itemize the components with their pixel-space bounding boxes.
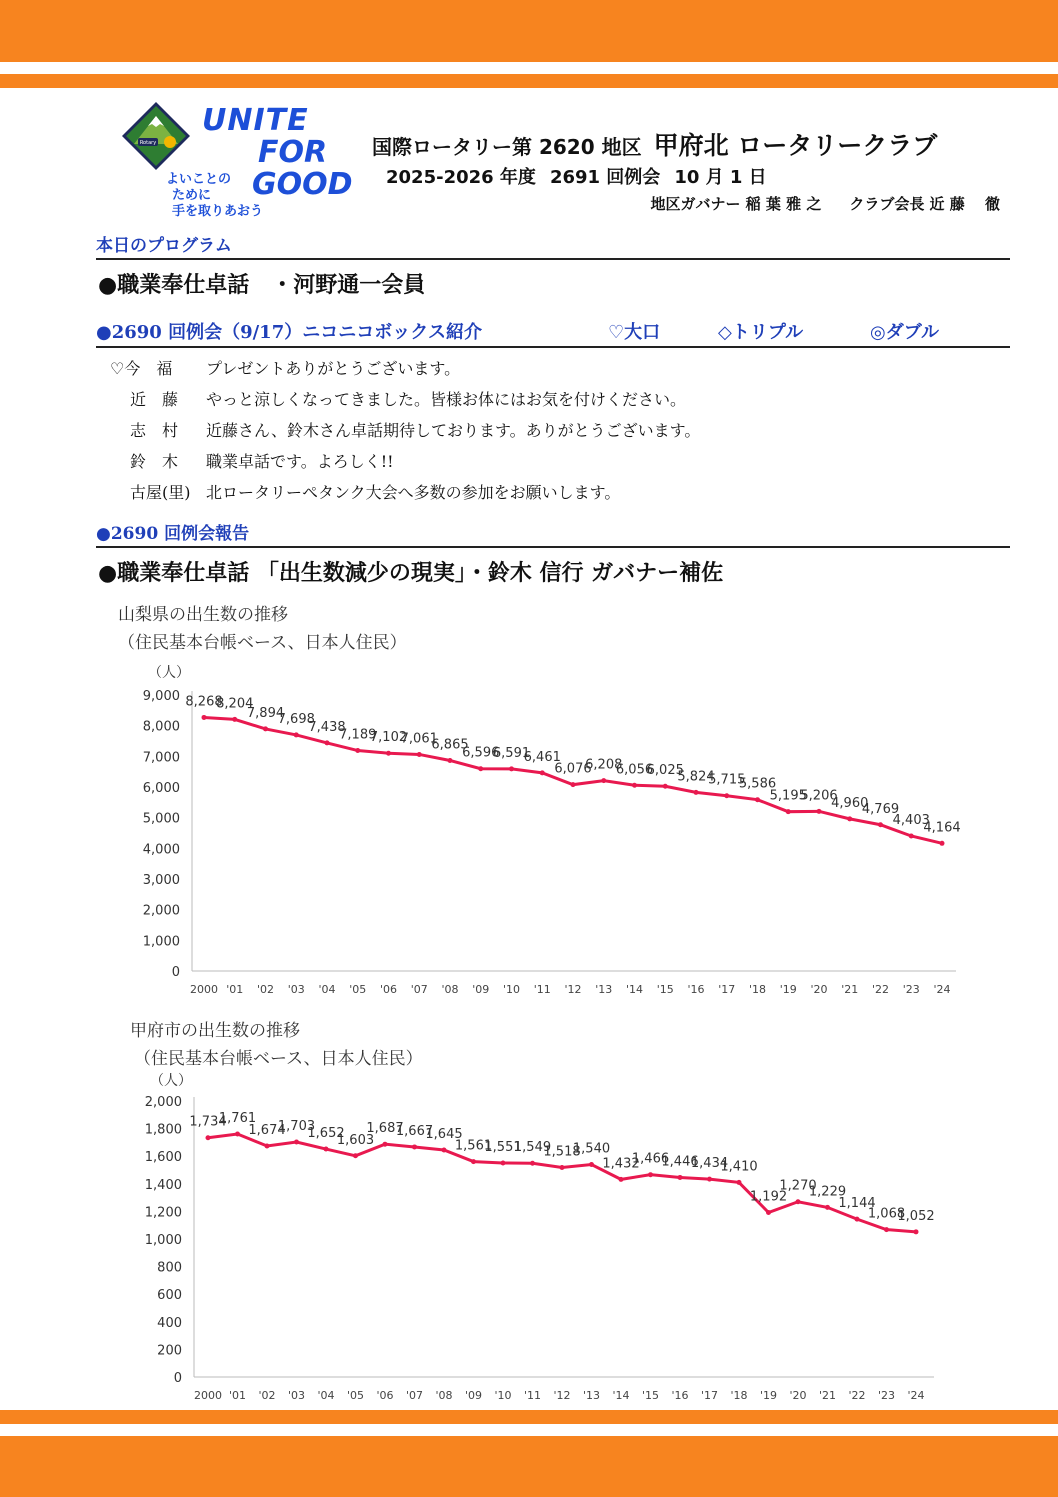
- data-point: [632, 783, 637, 788]
- data-point: [294, 732, 299, 737]
- x-tick-label: '11: [533, 983, 551, 996]
- x-tick-label: '15: [641, 1389, 660, 1402]
- data-label: 5,586: [738, 776, 777, 792]
- top-orange-band: [0, 0, 1058, 62]
- x-tick-label: '17: [700, 1389, 719, 1402]
- data-label: 7,061: [400, 731, 438, 747]
- x-tick-label: '12: [553, 1389, 571, 1402]
- data-label: 1,761: [218, 1110, 257, 1126]
- nikoniko-message: [130, 449, 394, 473]
- x-tick-label: '07: [410, 983, 428, 996]
- data-label: 5,206: [800, 788, 838, 804]
- logo-tagline-1: よいことの: [166, 172, 232, 187]
- x-tick-label: '18: [748, 983, 767, 996]
- data-point: [478, 766, 483, 771]
- fiscal-year: 2025-2026 年度: [386, 167, 536, 188]
- data-label: 6,208: [585, 757, 623, 773]
- data-point: [825, 1205, 830, 1210]
- data-label: 4,403: [892, 812, 930, 828]
- x-tick-label: '09: [472, 983, 490, 996]
- x-tick-label: '10: [502, 983, 521, 996]
- x-tick-label: '20: [789, 1389, 807, 1402]
- data-point: [206, 1135, 211, 1140]
- nikoniko-message: [130, 418, 700, 442]
- y-tick-label: 200: [157, 1343, 182, 1359]
- message-name: 志 村: [130, 421, 179, 440]
- district-governor: 地区ガバナー 稲 葉 雅 之: [650, 195, 822, 213]
- data-point: [560, 1165, 565, 1170]
- y-tick-label: 7,000: [142, 750, 180, 766]
- x-tick-label: '16: [687, 983, 705, 996]
- data-point: [325, 740, 330, 745]
- meeting-number: 2691 回例会: [549, 167, 661, 188]
- data-label: 1,603: [336, 1132, 375, 1148]
- message-text: やっと涼しくなってきました。皆様お体にはお気を付けください。: [206, 390, 687, 409]
- symbol-legend-oguchi: ♡大口: [608, 322, 661, 343]
- data-label: 1,432: [602, 1156, 640, 1172]
- message-name: ♡今 福: [110, 359, 173, 378]
- logo-tagline-2: ために: [172, 188, 212, 203]
- rotary-mountain-badge-icon: [120, 100, 192, 172]
- data-label: 1,652: [307, 1126, 345, 1142]
- data-label: 1,229: [808, 1184, 847, 1200]
- y-tick-label: 5,000: [142, 811, 180, 827]
- data-label: 1,734: [189, 1114, 227, 1130]
- top-orange-stripe: [0, 74, 1058, 88]
- data-point: [796, 1199, 801, 1204]
- x-tick-label: '05: [346, 1389, 365, 1402]
- data-label: 6,865: [431, 737, 469, 753]
- y-tick-label: 0: [173, 1371, 182, 1386]
- header-line-2: [386, 163, 781, 189]
- yamanashi-births-chart: [120, 655, 970, 1003]
- x-tick-label: '01: [226, 983, 244, 996]
- message-name: 古屋(里): [130, 483, 191, 502]
- data-label: 1,667: [395, 1123, 434, 1139]
- x-tick-label: '19: [759, 1389, 778, 1402]
- y-tick-label: 3,000: [142, 873, 180, 888]
- x-tick-label: '22: [871, 983, 890, 996]
- data-point: [847, 816, 852, 821]
- nikoniko-title: ●2690 回例会（9/17）ニコニコボックス紹介: [96, 322, 483, 343]
- message-text: 北ロータリーペタンク大会へ多数の参加をお願いします。: [206, 483, 621, 502]
- x-tick-label: '14: [625, 983, 644, 996]
- badge-rotary-text: Rotary: [139, 140, 157, 146]
- x-tick-label: '12: [564, 983, 582, 996]
- x-tick-label: '08: [435, 1389, 453, 1402]
- data-point: [855, 1217, 860, 1222]
- logo-good: GOOD: [252, 167, 353, 202]
- data-label: 1,068: [867, 1206, 906, 1222]
- unite-for-good-logo: [120, 100, 358, 225]
- y-tick-label: 6,000: [142, 781, 180, 796]
- club-president: クラブ会長 近 藤 徹: [849, 195, 1000, 213]
- data-label: 5,824: [677, 769, 715, 785]
- data-label: 5,715: [708, 772, 746, 788]
- x-tick-label: '23: [877, 1389, 896, 1402]
- data-point: [353, 1153, 358, 1158]
- y-axis-unit-label: （人）: [150, 1073, 192, 1089]
- program-title: ●職業奉仕卓話 ・河野通一会員: [98, 272, 426, 298]
- data-label: 1,561: [454, 1138, 493, 1154]
- report-rule: [96, 546, 1010, 548]
- data-point: [324, 1147, 329, 1152]
- data-point: [202, 715, 207, 720]
- program-rule: [96, 258, 1010, 260]
- x-tick-label: '01: [228, 1389, 247, 1402]
- data-point: [265, 1143, 270, 1148]
- header-line-3: [622, 193, 1000, 214]
- x-tick-label: '17: [718, 983, 736, 996]
- data-label: 7,698: [277, 711, 315, 727]
- y-tick-label: 9,000: [142, 689, 180, 704]
- x-tick-label: '18: [730, 1389, 748, 1402]
- x-tick-label: '06: [379, 983, 398, 996]
- data-label: 1,703: [277, 1118, 316, 1134]
- data-label: 1,466: [631, 1151, 670, 1167]
- x-tick-label: '02: [256, 983, 275, 996]
- data-point: [678, 1175, 683, 1180]
- data-point: [571, 782, 576, 787]
- data-label: 1,052: [897, 1208, 935, 1224]
- x-tick-label: '23: [902, 983, 920, 996]
- data-point: [648, 1172, 653, 1177]
- logo-unite: UNITE: [202, 103, 309, 138]
- data-point: [232, 717, 237, 722]
- data-point: [294, 1139, 299, 1144]
- data-point: [786, 809, 791, 814]
- x-tick-label: '24: [933, 983, 951, 996]
- x-tick-label: '24: [907, 1389, 925, 1402]
- x-tick-label: '15: [656, 983, 674, 996]
- data-point: [589, 1162, 594, 1167]
- data-label: 1,645: [425, 1126, 463, 1142]
- data-label: 1,192: [749, 1189, 788, 1205]
- data-point: [383, 1142, 388, 1147]
- data-point: [663, 784, 668, 789]
- program-label: 本日のプログラム: [96, 236, 232, 256]
- bottom-orange-band: [0, 1436, 1058, 1497]
- symbol-legend-double: ◎ダブル: [870, 322, 939, 343]
- data-label: 6,056: [615, 762, 654, 778]
- bottom-orange-stripe: [0, 1410, 1058, 1424]
- logo-tagline-3: 手を取りあおう: [172, 204, 264, 219]
- y-tick-label: 2,000: [142, 903, 180, 919]
- data-label: 1,270: [779, 1178, 817, 1194]
- x-tick-label: '11: [523, 1389, 542, 1402]
- message-text: 職業卓話です。よろしく!!: [206, 452, 394, 471]
- data-label: 6,461: [523, 749, 561, 765]
- logo-for: FOR: [258, 135, 328, 170]
- data-label: 6,025: [646, 763, 684, 779]
- data-point: [940, 841, 945, 846]
- message-name: 鈴 木: [130, 452, 179, 471]
- x-tick-label: 2000: [194, 1389, 222, 1402]
- data-point: [707, 1177, 712, 1182]
- y-tick-label: 4,000: [142, 842, 180, 858]
- nikoniko-message: [110, 356, 460, 380]
- x-tick-label: 2000: [190, 983, 218, 996]
- x-tick-label: '03: [287, 983, 305, 996]
- y-tick-label: 1,400: [144, 1177, 182, 1193]
- data-label: 4,164: [923, 820, 961, 836]
- x-tick-label: '21: [818, 1389, 837, 1402]
- header-line-1: [372, 126, 937, 162]
- x-tick-label: '19: [779, 983, 797, 996]
- data-point: [878, 822, 883, 827]
- y-tick-label: 800: [157, 1260, 182, 1276]
- data-label: 1,540: [572, 1141, 611, 1157]
- data-label: 4,960: [831, 795, 869, 811]
- x-tick-label: '09: [464, 1389, 483, 1402]
- x-tick-label: '20: [810, 983, 828, 996]
- data-point: [914, 1229, 919, 1234]
- x-tick-label: '21: [841, 983, 859, 996]
- report-label: ●2690 回例会報告: [96, 524, 250, 544]
- x-tick-label: '16: [671, 1389, 689, 1402]
- data-point: [619, 1177, 624, 1182]
- series-line: [204, 717, 942, 843]
- logo-tagline: [166, 172, 263, 220]
- data-label: 1,144: [838, 1196, 876, 1212]
- data-label: 7,438: [308, 719, 346, 735]
- nikoniko-message: [130, 387, 686, 411]
- data-point: [755, 797, 760, 802]
- data-point: [263, 726, 268, 731]
- data-label: 5,195: [769, 788, 807, 804]
- data-label: 1,674: [248, 1122, 286, 1138]
- x-tick-label: '08: [441, 983, 459, 996]
- meeting-date: 10 月 1 日: [674, 167, 767, 188]
- data-label: 1,518: [543, 1144, 581, 1160]
- message-text: プレゼントありがとうございます。: [206, 359, 461, 378]
- data-point: [471, 1159, 476, 1164]
- data-point: [355, 748, 360, 753]
- data-point: [501, 1160, 506, 1165]
- x-tick-label: '02: [258, 1389, 276, 1402]
- data-label: 8,204: [216, 696, 254, 712]
- data-label: 1,549: [513, 1140, 552, 1156]
- symbol-legend-triple: ◇トリプル: [718, 322, 804, 343]
- y-tick-label: 1,200: [144, 1205, 182, 1221]
- message-name: 近 藤: [130, 390, 179, 409]
- data-point: [235, 1131, 240, 1136]
- data-label: 6,076: [554, 761, 592, 777]
- data-label: 1,434: [690, 1156, 729, 1172]
- data-point: [601, 778, 606, 783]
- data-point: [448, 758, 453, 763]
- kofu-births-chart: [126, 1067, 946, 1409]
- x-tick-label: '06: [376, 1389, 394, 1402]
- data-label: 7,102: [369, 730, 408, 746]
- chart1-subtitle: （住民基本台帳ベース、日本人住民）: [118, 633, 407, 653]
- nikoniko-message: [130, 480, 620, 504]
- y-tick-label: 400: [157, 1315, 182, 1331]
- x-tick-label: '07: [405, 1389, 424, 1402]
- nikoniko-header: [96, 318, 1010, 344]
- y-tick-label: 1,000: [144, 1233, 182, 1248]
- data-label: 8,268: [185, 694, 223, 710]
- data-label: 1,687: [366, 1121, 404, 1137]
- data-label: 7,189: [339, 727, 377, 743]
- data-point: [509, 766, 514, 771]
- data-point: [694, 790, 699, 795]
- data-point: [909, 833, 914, 838]
- y-tick-label: 1,800: [144, 1122, 182, 1138]
- x-tick-label: '13: [582, 1389, 601, 1402]
- x-tick-label: '05: [349, 983, 367, 996]
- data-label: 7,894: [246, 705, 285, 721]
- data-point: [884, 1227, 889, 1232]
- y-axis-unit-label: （人）: [148, 665, 190, 681]
- data-point: [412, 1144, 417, 1149]
- data-label: 1,446: [661, 1154, 699, 1170]
- message-text: 近藤さん、鈴木さん卓話期待しております。ありがとうございます。: [206, 421, 701, 440]
- nikoniko-rule: [96, 346, 1010, 348]
- data-point: [442, 1147, 447, 1152]
- y-tick-label: 0: [171, 965, 180, 980]
- y-tick-label: 1,000: [142, 934, 180, 950]
- data-point: [737, 1180, 742, 1185]
- club-name: 甲府北 ロータリークラブ: [653, 131, 938, 160]
- data-point: [540, 770, 545, 775]
- data-label: 1,551: [484, 1139, 522, 1155]
- district-name: 国際ロータリー第 2620 地区: [372, 135, 642, 159]
- x-tick-label: '04: [317, 1389, 335, 1402]
- x-tick-label: '13: [595, 983, 613, 996]
- data-label: 6,596: [462, 745, 500, 761]
- y-tick-label: 1,600: [144, 1150, 182, 1166]
- x-tick-label: '04: [318, 983, 336, 996]
- data-point: [386, 751, 391, 756]
- x-tick-label: '03: [287, 1389, 306, 1402]
- data-point: [817, 809, 822, 814]
- y-tick-label: 2,000: [144, 1095, 182, 1110]
- data-point: [417, 752, 422, 757]
- data-point: [766, 1210, 771, 1215]
- x-tick-label: '10: [494, 1389, 512, 1402]
- y-tick-label: 8,000: [142, 719, 180, 735]
- chart1-title: 山梨県の出生数の推移: [118, 605, 288, 625]
- x-tick-label: '14: [612, 1389, 630, 1402]
- data-point: [724, 793, 729, 798]
- data-label: 1,410: [720, 1159, 758, 1175]
- chart2-title: 甲府市の出生数の推移: [130, 1021, 300, 1041]
- data-label: 6,591: [492, 745, 531, 761]
- chart2-subtitle: （住民基本台帳ベース、日本人住民）: [134, 1049, 423, 1069]
- report-title: ●職業奉仕卓話 「出生数減少の現実」・鈴木 信行 ガバナー補佐: [98, 560, 724, 586]
- data-label: 4,769: [861, 801, 900, 817]
- data-point: [530, 1161, 535, 1166]
- y-tick-label: 600: [157, 1288, 182, 1304]
- x-tick-label: '22: [848, 1389, 866, 1402]
